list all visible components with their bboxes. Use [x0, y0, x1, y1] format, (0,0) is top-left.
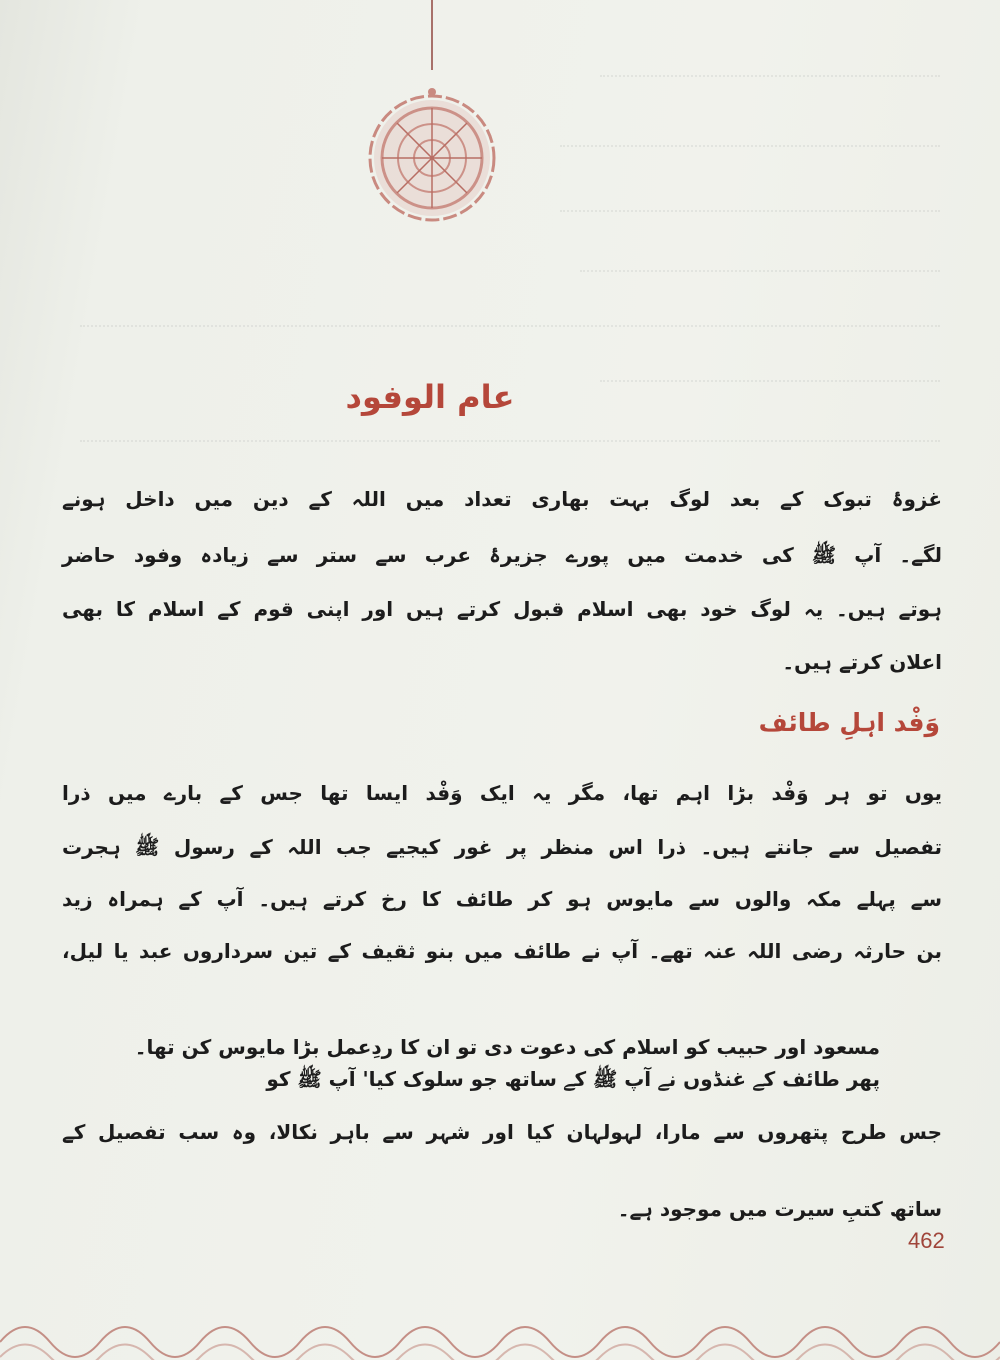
text-line: ساتھ کتبِ سیرت میں موجود ہے۔ — [617, 1197, 942, 1221]
text-line: بن حارثہ رضی اللہ عنہ تھے۔ آپ نے طائف میں بنو ثقیف کے تین سرداروں عبد یا لیل، — [62, 939, 942, 963]
text-line: پھر طائف کے غنڈوں نے آپ ﷺ کے ساتھ جو سلوک کیا' آپ ﷺ کو — [266, 1067, 880, 1091]
text-line: لگے۔ آپ ﷺ کی خدمت میں پورے جزیرۂ عرب سے ستر سے زیادہ وفود حاضر — [62, 543, 942, 567]
section-subheading: وَفْد اہلِ طائف — [758, 708, 940, 737]
text-line: اعلان کرتے ہیں۔ — [782, 650, 942, 674]
text-line: مسعود اور حبیب کو اسلام کی دعوت دی تو ان کا ردِعمل بڑا مایوس کن تھا۔ — [134, 1035, 880, 1059]
text-line: ہوتے ہیں۔ یہ لوگ خود بھی اسلام قبول کرتے ہیں اور اپنی قوم کے اسلام کا بھی — [62, 597, 942, 621]
text-line: یوں تو ہر وَفْد بڑا اہم تھا، مگر یہ ایک وَفْد ایسا تھا جس کے بارے میں ذرا — [62, 781, 942, 805]
floral-border-icon — [0, 1302, 1000, 1360]
hanging-ornament-cord — [431, 0, 433, 70]
text-line: تفصیل سے جانتے ہیں۔ ذرا اس منظر پر غور کیجیے جب اللہ کے رسول ﷺ ہجرت — [62, 835, 942, 859]
text-line: جس طرح پتھروں سے مارا، لہولہان کیا اور شہر سے باہر نکالا، وہ سب تفصیل کے — [62, 1120, 942, 1144]
text-line: غزوۂ تبوک کے بعد لوگ بہت بھاری تعداد میں اللہ کے دین میں داخل ہونے — [62, 487, 942, 511]
rosette-ornament-icon — [362, 88, 502, 228]
text-line: سے پہلے مکہ والوں سے مایوس ہو کر طائف کا رخ کرتے ہیں۔ آپ کے ہمراہ زید — [62, 887, 942, 911]
page-number: 462 — [908, 1228, 945, 1253]
chapter-title: عام الوفود — [345, 378, 515, 416]
